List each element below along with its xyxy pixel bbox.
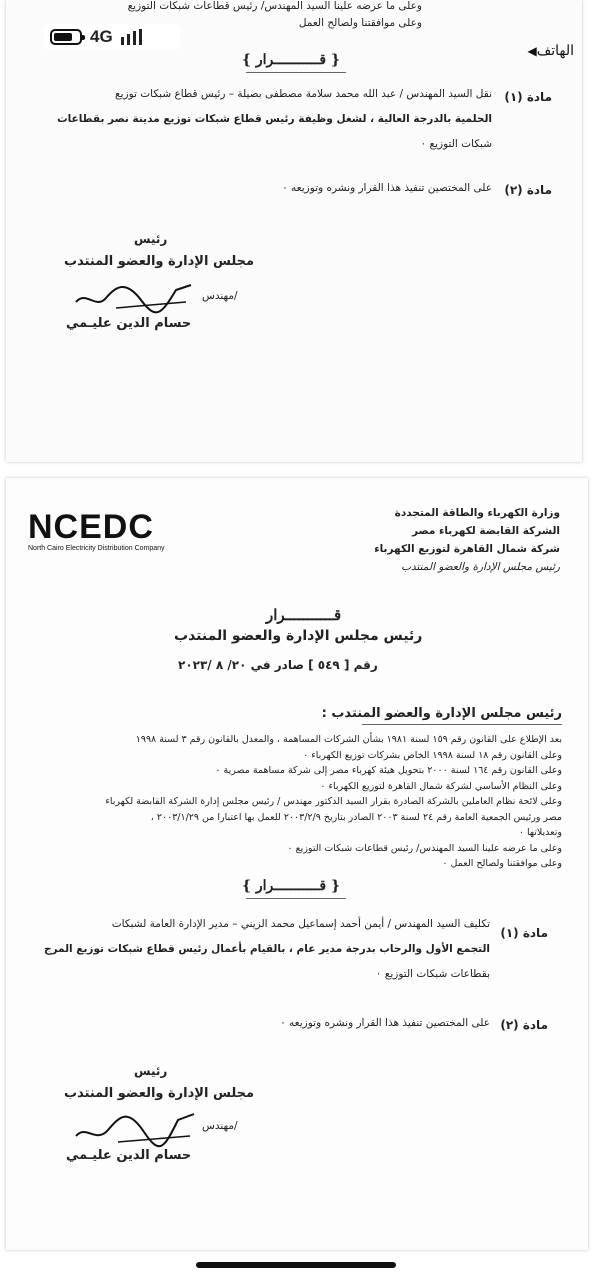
logo-text: NCEDC xyxy=(28,508,154,546)
signature-title-2-2: مجلس الإدارة والعضو المنتدب xyxy=(64,1086,255,1101)
article-1-text: نقل السيد المهندس / عبد الله محمد سلامة مصطفى بصيلة – رئيس قطاع شبكات توزيع الحلمية بالدرجة العالية ، لشغل وظيفة رئيس قطاع شبكات توزيع مدينة نصر بقطاعات شبكات التوزيع ٠ xyxy=(57,88,492,150)
article-1-text-2: تكليف السيد المهندس / أيمن أحمد إسماعيل محمد الزيني – مدير الإدارة العامة لشبكات التجمع الأول والرحاب بدرجة مدير عام ، بالقيام بأعمال رئيس قطاع شبكات توزيع المرج بقطاعات شبكات التوزيع ٠ xyxy=(43,918,490,980)
article-1-label: مادة (١) xyxy=(504,90,552,104)
logo-subtitle: North Cairo Electricity Distribution Company xyxy=(28,545,165,552)
document-subtitle: رئيس مجلس الإدارة والعضو المنتدب xyxy=(174,628,423,644)
section-heading: رئيس مجلس الإدارة والعضو المنتدب : xyxy=(321,706,562,721)
document-page-1 xyxy=(6,0,582,462)
top-line-1: وعلى ما عرضه علينا السيد المهندس/ رئيس قطاعات شبكات التوزيع xyxy=(127,0,422,12)
signature-prefix: مهندس/ xyxy=(202,290,238,302)
back-label: الهاتف xyxy=(536,42,574,58)
signature-prefix-2: مهندس/ xyxy=(202,1120,238,1132)
top-line-2: وعلى موافقتنا ولصالح العمل xyxy=(298,17,422,29)
article-2-label: مادة (٢) xyxy=(504,183,552,197)
home-indicator[interactable] xyxy=(196,1262,396,1268)
battery-icon xyxy=(50,29,82,45)
document-title: قـــــــــــرار xyxy=(266,606,342,624)
status-bar xyxy=(44,24,180,50)
letterhead: وزارة الكهرباء والطاقة المتجددة الشركة القابضة لكهرباء مصر شركة شمال القاهرة لتوزيع الكهرباء رئيس مجلس الإدارة والعضو المنتدب xyxy=(374,507,560,573)
article-2-text: على المختصين تنفيذ هذا القرار ونشره وتوزيعه ٠ xyxy=(282,182,492,194)
play-arrow-icon: ◀ xyxy=(527,44,537,58)
network-type: 4G xyxy=(90,27,113,46)
signature-title-2: مجلس الإدارة والعضو المنتدب xyxy=(64,254,255,269)
document-page-2 xyxy=(6,478,588,1250)
handwritten-signature-1 xyxy=(66,270,206,320)
handwritten-signature-2 xyxy=(66,1096,206,1156)
qarar-heading: { قـــــــــــرار } xyxy=(242,52,340,68)
signature-name: حسام الدين عليـمي xyxy=(66,316,192,331)
qarar-heading-2: { قـــــــــــرار } xyxy=(242,878,340,894)
article-2-label-2: مادة (٢) xyxy=(500,1018,548,1032)
signature-title-1: رئيس xyxy=(134,232,168,246)
signature-title-1-2: رئيس xyxy=(134,1064,168,1078)
back-link[interactable] xyxy=(522,42,575,59)
article-2-text-2: على المختصين تنفيذ هذا القرار ونشره وتوزيعه ٠ xyxy=(280,1017,490,1029)
signature-name-2: حسام الدين عليـمي xyxy=(66,1148,192,1163)
article-1-label-2: مادة (١) xyxy=(500,926,548,940)
signal-bars-icon xyxy=(121,29,142,45)
preamble: بعد الإطلاع على القانون رقم ١٥٩ لسنة ١٩٨١ بشأن الشركات المساهمة ، والمعدل بالقانون رقم ٣ لسنة ١٩٩٨ وعلى القانون رقم ١٨ لسنة ١٩٩٨ الخاص بشركات توزيع الكهرباء ٠ وعلى القانون رقم ١٦٤ لسنة ٢٠٠٠ بتحويل هيئة كهرباء مصر إلى شركة مساهمة مصرية ٠ وعلى النظام الأساسي لشركة شمال القاهرة لتوزيع الكهرباء ٠ وعلى لائحة نظام العاملين بالشركة الصادرة بقرار السيد الدكتور مهندس / رئيس مجلس إدارة الشركة القابضة لكهرباء مصر ورئيس الجمعية العامة رقم ٢٤ لسنة ٢٠٠٣ الصادر بتاريخ ٢٠٠٣/٢/٩ للعمل بها اعتبارا من ٢٠٠٣/١/٢٩ ، وتعديلاتها ٠ وعلى ما عرضه علينا السيد المهندس/ رئيس قطاعات شبكات التوزيع ٠ وعلى موافقتنا ولصالح العمل ٠ xyxy=(105,734,562,869)
company-logo xyxy=(28,508,165,552)
decision-number: رقم [ ٥٤٩ ] صادر في ٢٠/ ٨ /٢٠٢٣ xyxy=(178,658,378,672)
